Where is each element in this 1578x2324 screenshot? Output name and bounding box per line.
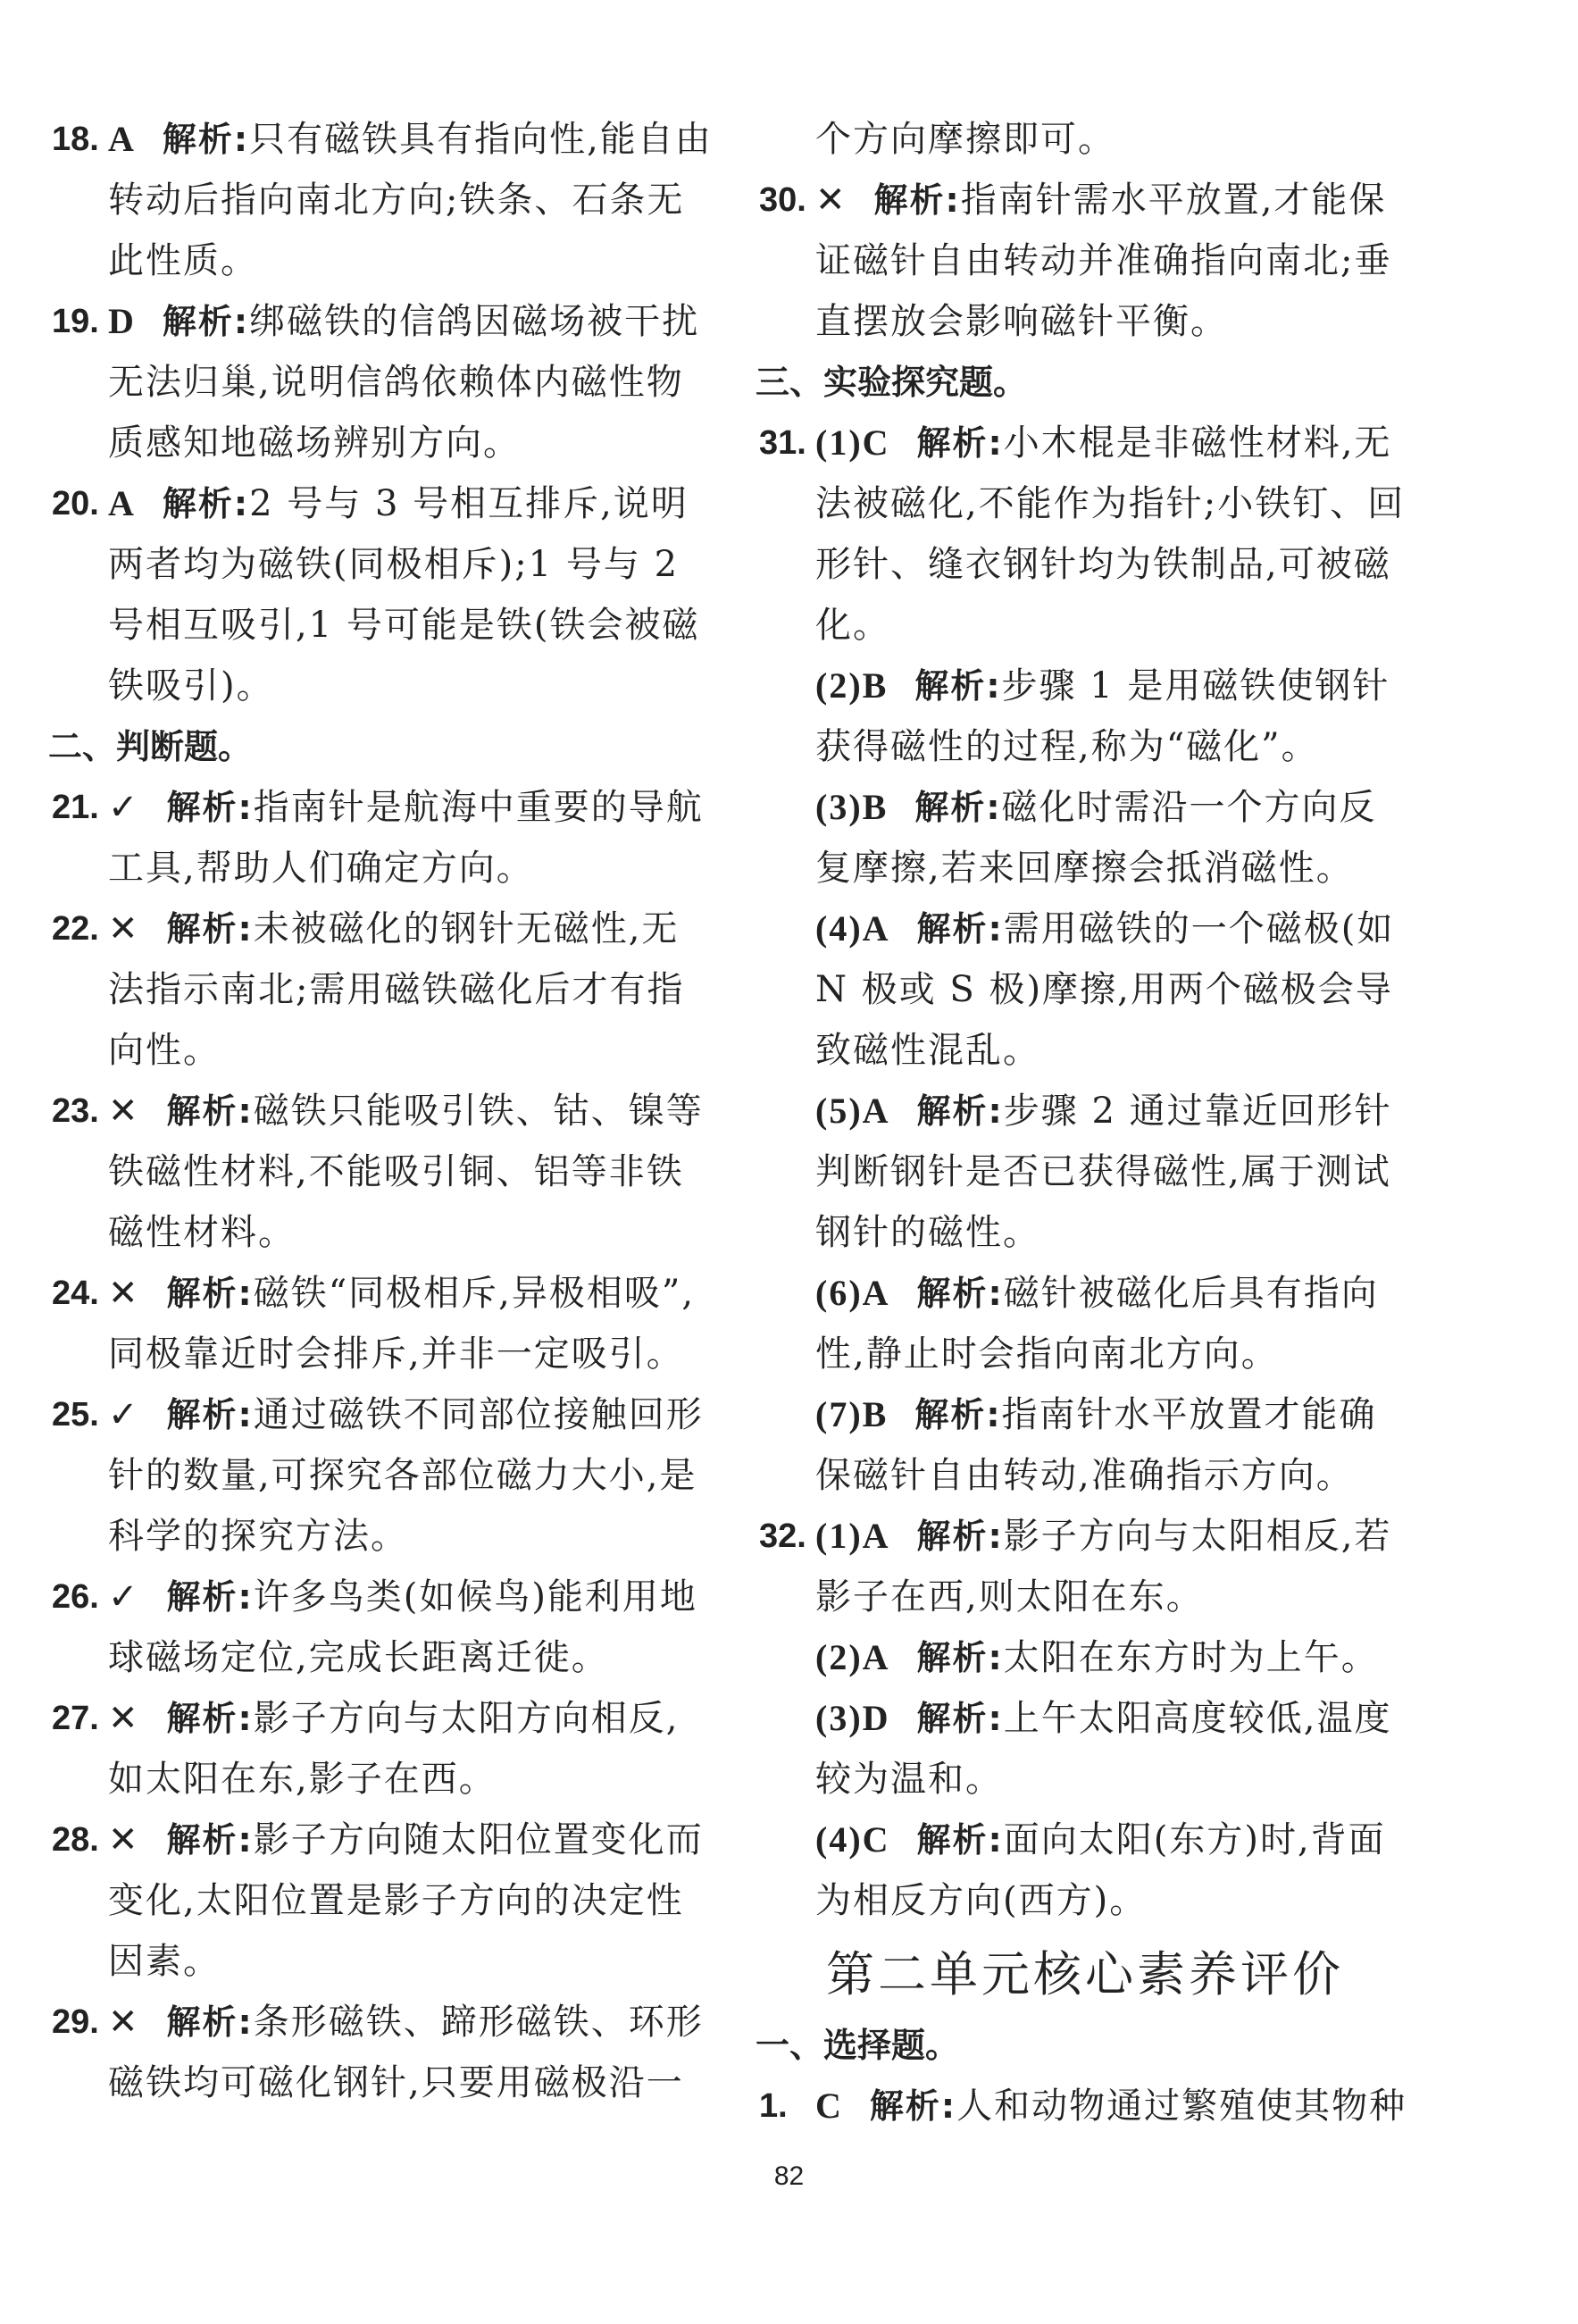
analysis-text: 小木棍是非磁性材料,无法被磁化,不能作为指针;小铁钉、回形针、缝衣钢针均为铁制品,可被磁化。 [815,422,1406,646]
section-heading-experiment: 三、实验探究题。 [756,363,1028,402]
answer-letter: (3)B [815,787,889,827]
analysis-label: 解析: [166,1820,254,1860]
unit-title: 第二单元核心素养评价 [826,1946,1344,2002]
analysis-label: 解析: [916,1091,1004,1131]
answer-letter: (2)B [815,665,889,706]
analysis-label: 解析: [873,180,961,220]
analysis-text: 2 号与 3 号相互排斥,说明两者均为磁铁(同极相斥);1 号与 2 号相互吸引,1 号可能是铁(铁会被磁铁吸引)。 [108,483,700,706]
analysis-text: 太阳在东方时为上午。 [1003,1637,1379,1678]
check-mark-icon: ✓ [108,1576,140,1618]
answer-item-29 [52,1992,713,2113]
item-number: 28. [52,1821,99,1859]
check-mark-icon: ✓ [108,1394,140,1435]
item-number: 31. [759,424,806,462]
analysis-label: 解析: [166,788,254,827]
analysis-label: 解析: [916,909,1004,949]
cross-mark-icon: ✕ [108,1091,140,1132]
item-number: 22. [52,910,99,948]
analysis-label: 解析: [916,1699,1004,1738]
answer-item-32-part-3 [759,1688,1411,1810]
answer-letter: (1)A [815,1516,890,1556]
analysis-label: 解析: [166,909,254,949]
item-number: 26. [52,1578,99,1616]
answer-item-32-part-4 [759,1810,1411,1931]
analysis-text: 步骤 1 是用磁铁使钢针获得磁性的过程,称为“磁化”。 [815,665,1390,767]
item-number: 20. [52,485,99,522]
cross-mark-icon: ✕ [108,2002,140,2043]
analysis-label: 解析: [916,1274,1004,1313]
cross-mark-icon: ✕ [108,908,140,949]
cross-mark-icon: ✕ [108,1819,140,1860]
analysis-label: 解析: [916,423,1004,463]
answer-item-22 [52,899,713,1081]
answer-item-27 [52,1688,713,1810]
answer-letter: D [108,301,136,341]
answer-item-31-part-7 [759,1384,1411,1506]
answer-item-18 [52,109,713,291]
answer-item-31-part-5 [759,1081,1411,1263]
answer-item-24 [52,1263,713,1384]
analysis-label: 解析: [162,484,250,523]
answer-item-31-part-3 [759,777,1411,899]
analysis-text: 面向太阳(东方)时,背面为相反方向(西方)。 [815,1819,1386,1921]
check-mark-icon: ✓ [108,787,140,828]
section-heading-judge: 二、判断题。 [48,727,253,766]
analysis-label: 解析: [914,666,1002,706]
analysis-text: 磁针被磁化后具有指向性,静止时会指向南北方向。 [815,1273,1379,1375]
analysis-label: 解析: [166,1091,254,1131]
answer-letter: (4)A [815,908,890,949]
answer-item-23 [52,1081,713,1263]
analysis-text: 磁化时需沿一个方向反复摩擦,若来回摩擦会抵消磁性。 [815,787,1377,889]
answer-letter: (5)A [815,1091,890,1131]
answer-item-25 [52,1384,713,1567]
answer-letter: A [108,119,136,159]
analysis-text: 指南针需水平放置,才能保证磁针自由转动并准确指向南北;垂直摆放会影响磁针平衡。 [815,180,1392,342]
analysis-label: 解析: [166,1395,254,1434]
answer-item-21 [52,777,713,899]
item-number: 1. [759,2087,788,2125]
right-column [756,109,1411,2136]
answer-letter: (7)B [815,1394,889,1434]
analysis-label: 解析: [916,1820,1004,1860]
item-number: 27. [52,1700,99,1737]
analysis-label: 解析: [166,1699,254,1738]
analysis-label: 解析: [916,1638,1004,1677]
analysis-text: 通过磁铁不同部位接触回形针的数量,可探究各部位磁力大小,是科学的探究方法。 [108,1394,704,1557]
analysis-text: 上午太阳高度较低,温度较为温和。 [815,1698,1392,1800]
analysis-text: 步骤 2 通过靠近回形针判断钢针是否已获得磁性,属于测试钢针的磁性。 [815,1091,1392,1253]
answer-item-30 [759,170,1411,352]
item-number: 18. [52,121,99,158]
item-number: 29. [52,2003,99,2041]
answer-item-1 [759,2076,1411,2136]
analysis-label: 解析: [166,1577,254,1617]
answer-letter: C [815,2086,843,2126]
item-number: 30. [759,181,806,219]
cross-mark-icon: ✕ [108,1273,140,1314]
item-number: 19. [52,303,99,340]
section-heading-choice: 一、选择题。 [756,2026,960,2065]
answer-letter: (2)A [815,1637,890,1677]
analysis-label: 解析: [166,2002,254,2042]
page-number: 82 [773,2161,805,2191]
left-column [48,109,713,2113]
analysis-text: 指南针是航海中重要的导航工具,帮助人们确定方向。 [108,787,704,889]
answer-letter: (4)C [815,1819,890,1860]
analysis-text: 只有磁铁具有指向性,能自由转动后指向南北方向;铁条、石条无此性质。 [108,119,713,281]
analysis-text: 条形磁铁、蹄形磁铁、环形磁铁均可磁化钢针,只要用磁极沿一 [108,2002,704,2103]
item-number: 23. [52,1092,99,1130]
item-number: 21. [52,789,99,826]
analysis-text: 影子方向与太阳相反,若影子在西,则太阳在东。 [815,1516,1392,1618]
answer-letter: (1)C [815,422,890,463]
answer-item-31-part-1 [759,413,1411,656]
answer-item-32-part-2 [759,1627,1411,1688]
answer-item-31-part-4 [759,899,1411,1081]
answer-item-32-part-1 [759,1506,1411,1627]
analysis-text: 许多鸟类(如候鸟)能利用地球磁场定位,完成长距离迁徙。 [108,1576,697,1678]
cross-mark-icon: ✕ [108,1698,140,1739]
analysis-label: 解析: [162,302,250,341]
analysis-text: 影子方向与太阳方向相反,如太阳在东,影子在西。 [108,1698,680,1800]
analysis-text: 未被磁化的钢针无磁性,无法指示南北;需用磁铁磁化后才有指向性。 [108,908,685,1071]
analysis-text: 绑磁铁的信鸽因磁场被干扰无法归巢,说明信鸽依赖体内磁性物质感知地磁场辨别方向。 [108,301,700,464]
analysis-text: 磁铁“同极相斥,异极相吸”,同极靠近时会排斥,并非一定吸引。 [108,1273,696,1375]
answer-letter: A [108,483,136,523]
answer-item-26 [52,1567,713,1688]
item-number: 24. [52,1275,99,1312]
answer-item-19 [52,291,713,473]
answer-item-31-part-6 [759,1263,1411,1384]
analysis-text: 影子方向随太阳位置变化而变化,太阳位置是影子方向的决定性因素。 [108,1819,704,1982]
analysis-text: 指南针水平放置才能确保磁针自由转动,准确指示方向。 [815,1394,1377,1496]
answer-letter: (6)A [815,1273,890,1313]
item-number: 32. [759,1517,806,1555]
item-number: 25. [52,1396,99,1434]
analysis-label: 解析: [162,120,250,159]
answer-letter: (3)D [815,1698,890,1738]
answer-item-28 [52,1810,713,1992]
answer-item-31-part-2 [759,656,1411,777]
analysis-text: 人和动物通过繁殖使其物种 [956,2086,1407,2127]
analysis-label: 解析: [914,1395,1002,1434]
analysis-label: 解析: [869,2086,957,2126]
answer-item-20 [52,473,713,716]
analysis-text: 磁铁只能吸引铁、钴、镍等铁磁性材料,不能吸引铜、铝等非铁磁性材料。 [108,1091,704,1253]
continuation-text: 个方向摩擦即可。 [815,119,1115,160]
analysis-text: 需用磁铁的一个磁极(如 N 极或 S 极)摩擦,用两个磁极会导致磁性混乱。 [815,908,1395,1071]
analysis-label: 解析: [914,788,1002,827]
cross-mark-icon: ✕ [815,180,847,221]
analysis-label: 解析: [916,1517,1004,1556]
analysis-label: 解析: [166,1274,254,1313]
